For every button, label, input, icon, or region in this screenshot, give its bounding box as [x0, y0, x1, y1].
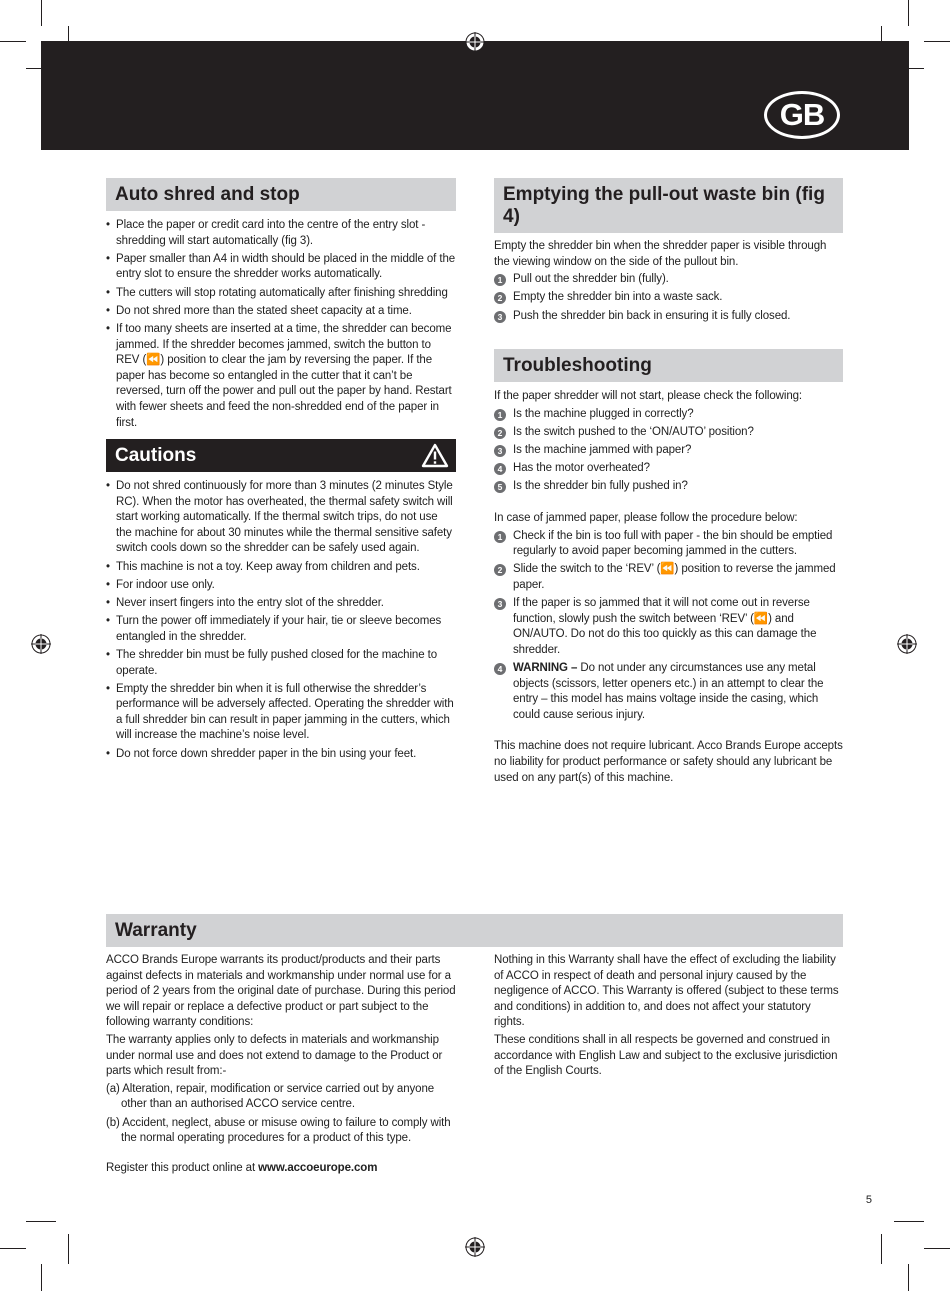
step-text: Pull out the shredder bin (fully).	[513, 273, 669, 286]
step-number: 4	[494, 663, 506, 675]
list-item	[494, 272, 843, 288]
warning-label: WARNING –	[513, 662, 578, 675]
list-item: • Paper smaller than A4 in width should be placed in the middle of the entry slot to ensure the shredder works automatically.	[106, 252, 456, 283]
emptying-section	[494, 178, 843, 327]
step-number: 4	[494, 463, 506, 475]
crop-mark	[41, 0, 42, 26]
troubleshooting-intro: If the paper shredder will not start, please check the following:	[494, 390, 803, 402]
step-number: 3	[494, 311, 506, 323]
crop-mark	[908, 1264, 909, 1291]
warranty-left-column	[106, 953, 456, 1176]
lubricant-note: This machine does not require lubricant. Acco Brands Europe accepts no liability for product performance or safety should any lubricant be used on any part(s) of this machine.	[494, 740, 843, 784]
warranty-paragraph: The warranty applies only to defects in materials and workmanship under normal use and does not extend to damage to the Product or parts which result from:-	[106, 1033, 443, 1078]
list-item	[494, 479, 843, 495]
emptying-intro: Empty the shredder bin when the shredder paper is visible through the viewing window on the side of the pullout bin.	[494, 240, 827, 268]
list-item	[494, 407, 843, 423]
list-item	[494, 309, 843, 325]
list-item: (b) Accident, neglect, abuse or misuse owing to failure to comply with the normal operating procedures for a product of this type.	[106, 1116, 451, 1145]
crop-mark	[924, 1248, 950, 1249]
list-item: • Turn the power off immediately if your hair, tie or sleeve becomes entangled in the shredder.	[106, 614, 456, 645]
list-item: • Place the paper or credit card into the centre of the entry slot - shredding will start automatically (fig 3).	[106, 218, 456, 249]
jam-steps	[494, 529, 843, 724]
jam-intro: In case of jammed paper, please follow the procedure below:	[494, 511, 798, 524]
list-item	[494, 425, 843, 441]
step-number: 2	[494, 564, 506, 576]
section-title: Auto shred and stop	[106, 178, 456, 211]
crop-mark	[26, 1221, 56, 1222]
register-link[interactable]: www.accoeurope.com	[258, 1161, 378, 1174]
crop-mark	[0, 1248, 26, 1249]
step-text: Is the machine jammed with paper?	[513, 443, 692, 456]
list-item	[494, 443, 843, 459]
list-item	[494, 461, 843, 477]
step-number: 3	[494, 445, 506, 457]
crop-mark	[881, 1234, 882, 1264]
warranty-paragraph: These conditions shall in all respects be governed and construed in accordance with English Law and subject to the exclusive jurisdiction of the English Courts.	[494, 1033, 838, 1078]
warning-triangle-icon	[421, 443, 449, 468]
cautions-header	[106, 439, 456, 472]
step-number: 1	[494, 274, 506, 286]
list-item	[494, 661, 843, 723]
warranty-conditions	[106, 1082, 456, 1147]
warranty-section	[106, 914, 843, 947]
step-text: Do not under any circumstances use any metal objects (scissors, letter openers etc.) in an attempt to clear the entry – this model has mains voltage inside the casing, which could cause serious injury.	[513, 662, 824, 721]
registration-mark-icon	[465, 1237, 485, 1257]
registration-mark-icon	[31, 634, 51, 654]
registration-mark-icon	[465, 32, 485, 52]
crop-mark	[908, 0, 909, 26]
section-title: Troubleshooting	[494, 349, 843, 382]
step-text: Check if the bin is too full with paper - the bin should be emptied regularly to avoid paper becoming jammed in the cutters.	[513, 529, 833, 558]
cautions-section	[106, 439, 456, 765]
step-number: 2	[494, 427, 506, 439]
step-text: Slide the switch to the ‘REV’ (⏪) position to reverse the jammed paper.	[513, 563, 836, 591]
step-number: 1	[494, 531, 506, 543]
troubleshooting-checks	[494, 407, 843, 495]
section-title: Emptying the pull-out waste bin (fig 4)	[494, 178, 843, 233]
section-title: Cautions	[115, 445, 197, 466]
crop-mark	[41, 1264, 42, 1291]
list-item	[494, 529, 843, 560]
troubleshooting-section	[494, 349, 843, 786]
list-item: • The shredder bin must be fully pushed closed for the machine to operate.	[106, 648, 456, 679]
list-item	[494, 290, 843, 306]
list-item: • Never insert fingers into the entry slot of the shredder.	[106, 596, 456, 612]
step-text: Is the shredder bin fully pushed in?	[513, 480, 688, 493]
language-badge: GB	[764, 91, 840, 139]
warranty-paragraph: Nothing in this Warranty shall have the effect of excluding the liability of ACCO in respect of death and personal injury caused by the negligence of ACCO. This Warranty is offered (subject to these terms and conditions) in addition to, and does not affect your statutory rights.	[494, 954, 839, 1029]
warranty-right-column	[494, 953, 844, 1080]
list-item: • If too many sheets are inserted at a time, the shredder can become jammed. If the shredder becomes jammed, switch the button to REV (⏪) position to clear the jam by reversing the paper. If the paper has become so entangled in the cutter that it can’t be reversed, turn off the power and pull out the paper by hand. Restart with fewer sheets and feed the non-shredded end of the paper in first.	[106, 322, 456, 431]
step-number: 5	[494, 481, 506, 493]
list-item: • For indoor use only.	[106, 578, 456, 594]
crop-mark	[0, 41, 26, 42]
register-line	[106, 1161, 456, 1177]
list-item: (a) Alteration, repair, modification or service carried out by anyone other than an authorised ACCO service centre.	[106, 1082, 435, 1111]
list-item: • Do not shred continuously for more than 3 minutes (2 minutes Style RC). When the motor has overheated, the thermal safety switch will start working automatically. If the thermal switch trips, do not use the machine for about 30 minutes while the thermal sensitive safety switch cools down so the shredder can be safely used again.	[106, 479, 456, 557]
list-item: • Do not force down shredder paper in the bin using your feet.	[106, 747, 456, 763]
register-text: Register this product online at	[106, 1161, 259, 1174]
crop-mark	[894, 1221, 924, 1222]
step-text: Is the machine plugged in correctly?	[513, 407, 694, 420]
list-item: • Do not shred more than the stated sheet capacity at a time.	[106, 304, 456, 320]
page-number: 5	[865, 1194, 872, 1206]
crop-mark	[924, 41, 950, 42]
warranty-paragraph: ACCO Brands Europe warrants its product/products and their parts against defects in materials and workmanship under normal use for a period of 2 years from the original date of purchase. During this period we will repair or replace a defective product or part subject to the following warranty conditions:	[106, 954, 456, 1029]
section-title: Warranty	[106, 914, 843, 947]
step-text: Push the shredder bin back in ensuring it is fully closed.	[513, 309, 791, 322]
list-item	[494, 562, 843, 593]
step-number: 3	[494, 598, 506, 610]
step-number: 2	[494, 292, 506, 304]
registration-mark-icon	[897, 634, 917, 654]
list-item	[494, 596, 843, 658]
crop-mark	[68, 1234, 69, 1264]
step-text: Is the switch pushed to the ‘ON/AUTO’ position?	[513, 425, 754, 438]
step-text: If the paper is so jammed that it will not come out in reverse function, slowly push the switch between ‘REV’ (⏪) and ON/AUTO. Do not do this too quickly as this can damage the shredder.	[513, 597, 817, 656]
list-item: • This machine is not a toy. Keep away from children and pets.	[106, 560, 456, 576]
cautions-list	[106, 479, 456, 762]
auto-shred-section	[106, 178, 456, 434]
emptying-steps	[494, 272, 843, 324]
step-text: Empty the shredder bin into a waste sack.	[513, 291, 723, 304]
list-item: • The cutters will stop rotating automatically after finishing shredding	[106, 286, 456, 302]
step-text: Has the motor overheated?	[513, 462, 650, 475]
auto-shred-list	[106, 218, 456, 431]
list-item: • Empty the shredder bin when it is full otherwise the shredder’s performance will be adversely affected. Operating the shredder with a full shredder bin can result in paper jamming in the cutters, which will increase the machine’s noise level.	[106, 682, 456, 744]
step-number: 1	[494, 409, 506, 421]
